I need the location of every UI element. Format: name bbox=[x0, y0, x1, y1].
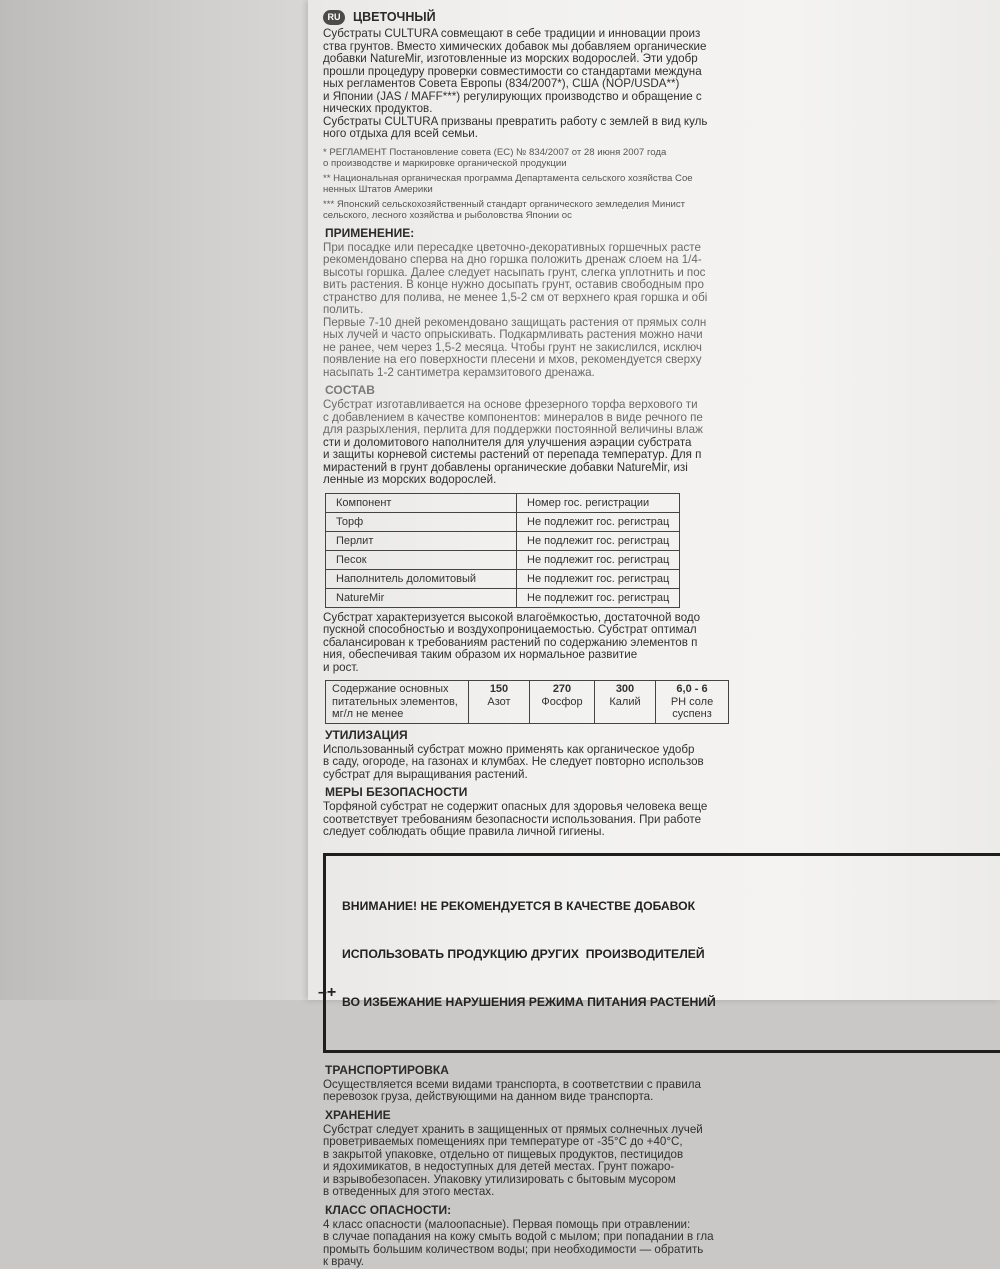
footnotes bbox=[323, 147, 1000, 222]
safety-line: Торфяной субстрат не содержит опасных для здоровья человека веще bbox=[323, 800, 708, 813]
nutrient-label-line: питательных элементов, bbox=[332, 695, 458, 708]
table-row bbox=[326, 588, 680, 607]
disposal-line: субстрат для выращивания растений. bbox=[323, 767, 528, 781]
intro-line: Субстраты CULTURA совмещают в себе традиции и инновации произ bbox=[323, 27, 701, 40]
table-cell: Наполнитель доломитовый bbox=[326, 569, 517, 588]
table-row bbox=[326, 531, 680, 550]
title-line bbox=[323, 6, 1000, 28]
safety-text bbox=[323, 801, 1000, 839]
application-line: насыпать 1-2 сантиметра керамзитового дренажа. bbox=[323, 365, 595, 379]
table-header-cell: Компонент bbox=[326, 493, 517, 512]
transport-text bbox=[323, 1079, 1000, 1104]
nutrient-row bbox=[326, 681, 729, 724]
table-cell: Песок bbox=[326, 550, 517, 569]
footnote-line: о производстве и маркировке органической продукции bbox=[323, 158, 567, 169]
nutrient-cell-potassium bbox=[595, 681, 656, 724]
table-row bbox=[326, 569, 680, 588]
composition-line: сти и доломитового наполнителя для улучшения аэрации субстрата bbox=[323, 435, 692, 449]
composition-after-line: пускной способностью и воздухопроницаемостью. Субстрат оптимал bbox=[323, 623, 697, 636]
transport-heading: ТРАНСПОРТИРОВКА bbox=[325, 1062, 449, 1077]
warning-line: ВО ИЗБЕЖАНИЕ НАРУШЕНИЯ РЕЖИМА ПИТАНИЯ РАСТЕНИЙ bbox=[342, 994, 716, 1009]
transport-line: Осуществляется всеми видами транспорта, в соответствии с правила bbox=[323, 1077, 701, 1091]
application-line: вить растения. В конце нужно досыпать грунт, оставив свободным про bbox=[323, 278, 704, 291]
safety-heading: МЕРЫ БЕЗОПАСНОСТИ bbox=[325, 785, 468, 799]
composition-line: Субстрат изготавливается на основе фрезерного торфа верхового ти bbox=[323, 398, 698, 411]
table-cell: NatureMir bbox=[326, 588, 517, 607]
hazard-line: 4 класс опасности (малоопасные). Первая помощь при отравлении: bbox=[323, 1217, 691, 1231]
intro-line: добавки NatureMir, изготовленные из морских водорослей. Эти удобр bbox=[323, 52, 698, 65]
intro-line: Субстраты CULTURA призваны превратить работу с землей в вид куль bbox=[323, 114, 708, 128]
storage-line: и ядохимикатов, в недоступных для детей местах. Грунт пожаро- bbox=[323, 1160, 675, 1173]
application-heading: ПРИМЕНЕНИЕ: bbox=[325, 225, 415, 240]
table-cell: Не подлежит гос. регистрац bbox=[517, 512, 680, 531]
nutrient-label-line: Содержание основных bbox=[332, 683, 449, 695]
nutrient-name: Калий bbox=[609, 695, 641, 708]
application-line: При посадке или пересадке цветочно-декоративных горшечных расте bbox=[323, 240, 701, 254]
safety-line: соответствует требованиям безопасности использования. При работе bbox=[323, 812, 702, 826]
hazard-line: промыть большим количеством воды; при необходимости — обратить bbox=[323, 1242, 704, 1256]
warning-line: ИСПОЛЬЗОВАТЬ ПРОДУКЦИЮ ДРУГИХ ПРОИЗВОДИТЕЛЕЙ bbox=[342, 946, 705, 961]
application-text bbox=[323, 242, 1000, 380]
table-cell: Торф bbox=[326, 512, 517, 531]
composition-line: ленные из морских водорослей. bbox=[323, 473, 497, 486]
footnote-line: *** Японский сельскохозяйственный стандарт органического земледелия Минист bbox=[323, 198, 686, 210]
composition-after-line: Субстрат характеризуется высокой влагоёмкостью, достаточной водо bbox=[323, 610, 701, 624]
table-header-row bbox=[326, 493, 680, 512]
composition-line: для разрыхления, перлита для поддержки постоянной величины влаж bbox=[323, 423, 703, 436]
storage-line: Субстрат следует хранить в защищенных от прямых солнечных лучей bbox=[323, 1122, 703, 1136]
storage-line: в отведенных для этого местах. bbox=[323, 1185, 495, 1198]
composition-line: с добавлением в качестве компонентов: минералов в виде речного пе bbox=[323, 410, 703, 424]
storage-line: в закрытой упаковке, отдельно от пищевых продуктов, пестицидов bbox=[323, 1147, 684, 1161]
nutrient-name-extra: суспенз bbox=[672, 708, 712, 720]
table-cell: Не подлежит гос. регистрац bbox=[517, 531, 680, 550]
nutrient-cell-nitrogen bbox=[469, 681, 530, 724]
intro-line: ства грунтов. Вместо химических добавок мы добавляем органические bbox=[323, 39, 707, 53]
hazard-line: в случае попадания на кожу смыть водой с мылом; при попадании в гла bbox=[323, 1230, 714, 1243]
application-line: высоты горшка. Далее следует насыпать грунт, слегка уплотнить и пос bbox=[323, 265, 706, 279]
nutrient-name: Фосфор bbox=[541, 695, 583, 708]
nutrient-table bbox=[325, 680, 729, 724]
footnote-line: ненных Штатов Америки bbox=[323, 184, 433, 195]
application-line: полить. bbox=[323, 303, 364, 316]
warning-box bbox=[323, 853, 1000, 1053]
application-line: Первые 7-10 дней рекомендовано защищать растения от прямых солн bbox=[323, 315, 707, 329]
intro-line: ного отдыха для всей семьи. bbox=[323, 127, 478, 140]
nutrient-cell-ph bbox=[656, 681, 729, 724]
composition-line: мирастений в грунт добавлены органические добавки NatureMir, изі bbox=[323, 460, 688, 474]
product-title: ЦВЕТОЧНЫЙ bbox=[353, 10, 436, 24]
application-line: ных лучей и часто опрыскивать. Подкармливать растения можно начи bbox=[323, 328, 703, 341]
safety-line: следует соблюдать общие правила личной гигиены. bbox=[323, 825, 605, 838]
warning-line: ВНИМАНИЕ! НЕ РЕКОМЕНДУЕТСЯ В КАЧЕСТВЕ ДОБАВОК bbox=[342, 898, 696, 913]
footnote-line: сельского, лесного хозяйства и рыболовства Японии ос bbox=[323, 210, 572, 221]
storage-line: проветриваемых помещениях при температуре от -35°С до +40°С, bbox=[323, 1135, 683, 1148]
application-line: странство для полива, не менее 1,5-2 см от верхнего края горшка и обі bbox=[323, 290, 708, 304]
application-line: появление на его поверхности плесени и мхов, рекомендуется сверху bbox=[323, 353, 702, 366]
nutrient-name: Азот bbox=[487, 695, 511, 708]
background-left bbox=[0, 0, 308, 1000]
disposal-line: в саду, огороде, на газонах и клумбах. Не следует повторно использов bbox=[323, 755, 704, 768]
table-cell: Не подлежит гос. регистрац bbox=[517, 588, 680, 607]
table-cell: Перлит bbox=[326, 531, 517, 550]
composition-line: и защиты корневой системы растений от перепада температур. Для п bbox=[323, 448, 702, 461]
intro-line: и Японии (JAS / MAFF***) регулирующих производство и обращение с bbox=[323, 89, 702, 103]
nutrient-name: PH соле bbox=[670, 695, 714, 708]
composition-after-line: и рост. bbox=[323, 660, 359, 674]
language-badge: RU bbox=[323, 10, 345, 25]
nutrient-cell-phosphorus bbox=[530, 681, 595, 724]
product-label bbox=[308, 0, 1000, 1268]
table-header-cell: Номер гос. регистрации bbox=[517, 493, 680, 512]
footnote-line: * РЕГЛАМЕНТ Постановление совета (ЕС) № 834/2007 от 28 июня 2007 года bbox=[323, 146, 667, 158]
registration-table bbox=[325, 493, 680, 608]
nutrient-value: 150 bbox=[489, 683, 509, 695]
nutrient-label-cell bbox=[326, 681, 469, 724]
intro-line: прошли процедуру проверки совместимости со стандартами междуна bbox=[323, 64, 702, 78]
composition-text bbox=[323, 399, 1000, 487]
intro-text bbox=[323, 28, 1000, 141]
table-row bbox=[326, 550, 680, 569]
label-content bbox=[323, 6, 1000, 1269]
disposal-text bbox=[323, 744, 1000, 782]
hazard-text bbox=[323, 1219, 1000, 1269]
application-line: рекомендовано сперва на дно горшка положить дренаж слоем на 1/4- bbox=[323, 253, 702, 266]
intro-line: нических продуктов. bbox=[323, 102, 433, 115]
disposal-line: Использованный субстрат можно применять как органическое удобр bbox=[323, 742, 695, 756]
composition-heading: СОСТАВ bbox=[325, 383, 375, 397]
nutrient-value: 6,0 - 6 bbox=[676, 683, 708, 695]
footnote-line: ** Национальная органическая программа Департамента сельского хозяйства Сое bbox=[323, 172, 693, 184]
transport-line: перевозок груза, действующими на данном виде транспорта. bbox=[323, 1090, 654, 1103]
bottom-mark: –+ bbox=[318, 984, 337, 1001]
table-cell: Не подлежит гос. регистрац bbox=[517, 569, 680, 588]
nutrient-value: 270 bbox=[552, 683, 572, 695]
nutrient-label-line: мг/л не менее bbox=[332, 708, 404, 720]
composition-after-text bbox=[323, 612, 1000, 675]
storage-line: и взрывобезопасен. Упаковку утилизировать с бытовым мусором bbox=[323, 1172, 676, 1186]
storage-heading: ХРАНЕНИЕ bbox=[325, 1107, 391, 1122]
application-line: не ранее, чем через 1,5-2 месяца. Чтобы грунт не закислился, исключ bbox=[323, 340, 702, 354]
composition-after-line: ния, обеспечивая таким образом их нормальное развитие bbox=[323, 648, 638, 661]
hazard-heading: КЛАСС ОПАСНОСТИ: bbox=[325, 1202, 452, 1217]
storage-text bbox=[323, 1124, 1000, 1199]
table-row bbox=[326, 512, 680, 531]
hazard-line: к врачу. bbox=[323, 1255, 364, 1268]
table-cell: Не подлежит гос. регистрац bbox=[517, 550, 680, 569]
disposal-heading: УТИЛИЗАЦИЯ bbox=[325, 727, 408, 742]
intro-line: ных регламентов Совета Европы (834/2007*), США (NOP/USDA**) bbox=[323, 77, 680, 90]
nutrient-value: 300 bbox=[615, 683, 635, 695]
composition-after-line: сбалансирован к требованиям растений по содержанию элементов п bbox=[323, 635, 698, 649]
